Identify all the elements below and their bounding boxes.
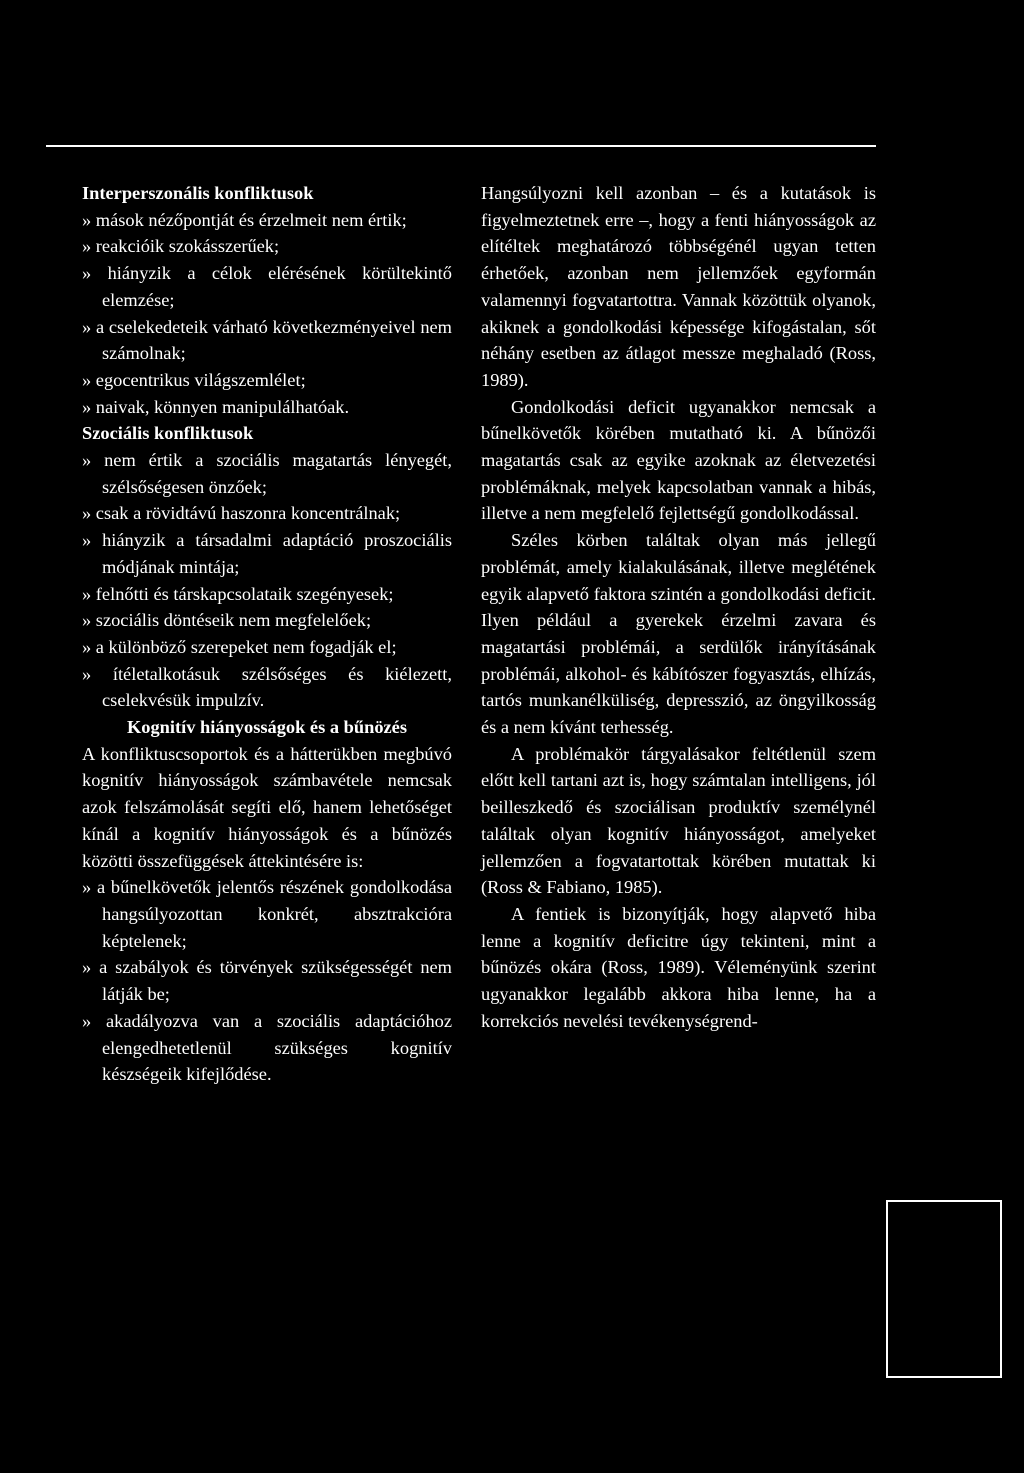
body-paragraph: A problémakör tárgyalásakor feltétlenül szem előtt kell tartani azt is, hogy számtalan intelligens, jól beilleszkedő és szociálisan produktív személynél találtak olyan kognitív hiányosságot, amelyeket jellemzően a fogvatartottak körében mutattak ki (Ross & Fabiano, 1985).: [481, 743, 876, 898]
bullet-item: » nem értik a szociális magatartás lényegét, szélsőségesen önzőek;: [82, 450, 452, 497]
right-column: [481, 180, 876, 1035]
body-paragraph: A fentiek is bizonyítják, hogy alapvető hiba lenne a kognitív deficitre úgy tekinteni, mint a bűnözés okára (Ross, 1989). Véleményünk szerint ugyanakkor legalább akkora hiba lenne, ha a korrekciós nevelési tevékenységrend-: [481, 903, 876, 1031]
bullet-item: » egocentrikus világszemlélet;: [82, 369, 306, 390]
top-rule: [46, 145, 876, 147]
bullet-item: » ítéletalkotásuk szélsőséges és kiélezett, cselekvésük impulzív.: [82, 663, 452, 711]
body-paragraph: Gondolkodási deficit ugyanakkor nemcsak a bűnelkövetők körében mutatható ki. A bűnözői magatartás csak az egyike azoknak az életvezetési problémáknak, melyek kapcsolatban vannak a hibás, illetve a nem megfelelő fejlettségű gondolkodással.: [481, 396, 876, 524]
bullet-item: » hiányzik a társadalmi adaptáció proszociális módjának mintája;: [82, 530, 452, 577]
bullet-item: » naivak, könnyen manipulálhatóak.: [82, 396, 350, 417]
intro-paragraph: A konfliktuscsoportok és a hátterükben megbúvó kognitív hiányosságok számbavétele nemcsak azok felszámolását segíti elő, hanem lehetőséget kínál a kognitív hiányosságok és a bűnözés közötti összefüggések áttekintésére is:: [82, 743, 452, 871]
bullet-item: » akadályozva van a szociális adaptációhoz elengedhetetlenül szükséges kognitív készségeik kifejlődése.: [82, 1010, 452, 1085]
bullet-item: » szociális döntéseik nem megfelelőek;: [82, 610, 372, 631]
bullet-item: » csak a rövidtávú haszonra koncentrálnak;: [82, 503, 401, 524]
bullet-item: » felnőtti és társkapcsolataik szegényesek;: [82, 583, 394, 604]
corner-frame: [886, 1200, 1002, 1378]
body-paragraph: Széles körben találtak olyan más jellegű problémát, amely kialakulásának, illetve meglétének egyik alapvető faktora szintén a gondolkodási deficit. Ilyen például a gyerekek érzelmi zavara és magatartási problémái, a serdülők irányításának problémái, alkohol- és kábítószer fogyasztás, elhízás, tartós munkanélküliség, depresszió, az öngyilkosság és a nem kívánt terhesség.: [481, 530, 876, 738]
bullet-item: » a cselekedeteik várható következményeivel nem számolnak;: [82, 316, 452, 364]
bullet-item: » mások nézőpontját és érzelmeit nem értik;: [82, 209, 407, 230]
heading-social: Szociális konfliktusok: [82, 423, 254, 444]
left-column: [82, 180, 452, 1088]
heading-cognitive: Kognitív hiányosságok és a bűnözés: [126, 717, 407, 738]
bullet-item: » hiányzik a célok elérésének körültekintő elemzése;: [82, 263, 452, 310]
body-paragraph: Hangsúlyozni kell azonban – és a kutatások is figyelmeztetnek erre –, hogy a fenti hiányosságok az elítéltek meghatározó többségénél ugyan tetten érhetőek, azonban nem jellemzőek egyformán valamennyi fogvatartottra. Vannak közöttük olyanok, akiknek a gondolkodási képessége kifogástalan, sőt néhány esetben az átlagot messze meghaladó (Ross, 1989).: [481, 183, 876, 390]
bullet-item: » a szabályok és törvények szükségességét nem látják be;: [82, 957, 452, 1005]
bullet-item: » a különböző szerepeket nem fogadják el;: [82, 636, 397, 657]
heading-interpersonal: Interperszonális konfliktusok: [82, 183, 314, 203]
bullet-item: » a bűnelkövetők jelentős részének gondolkodása hangsúlyozottan konkrét, absztrakcióra képtelenek;: [82, 877, 452, 951]
bullet-item: » reakcióik szokásszerűek;: [82, 236, 280, 257]
